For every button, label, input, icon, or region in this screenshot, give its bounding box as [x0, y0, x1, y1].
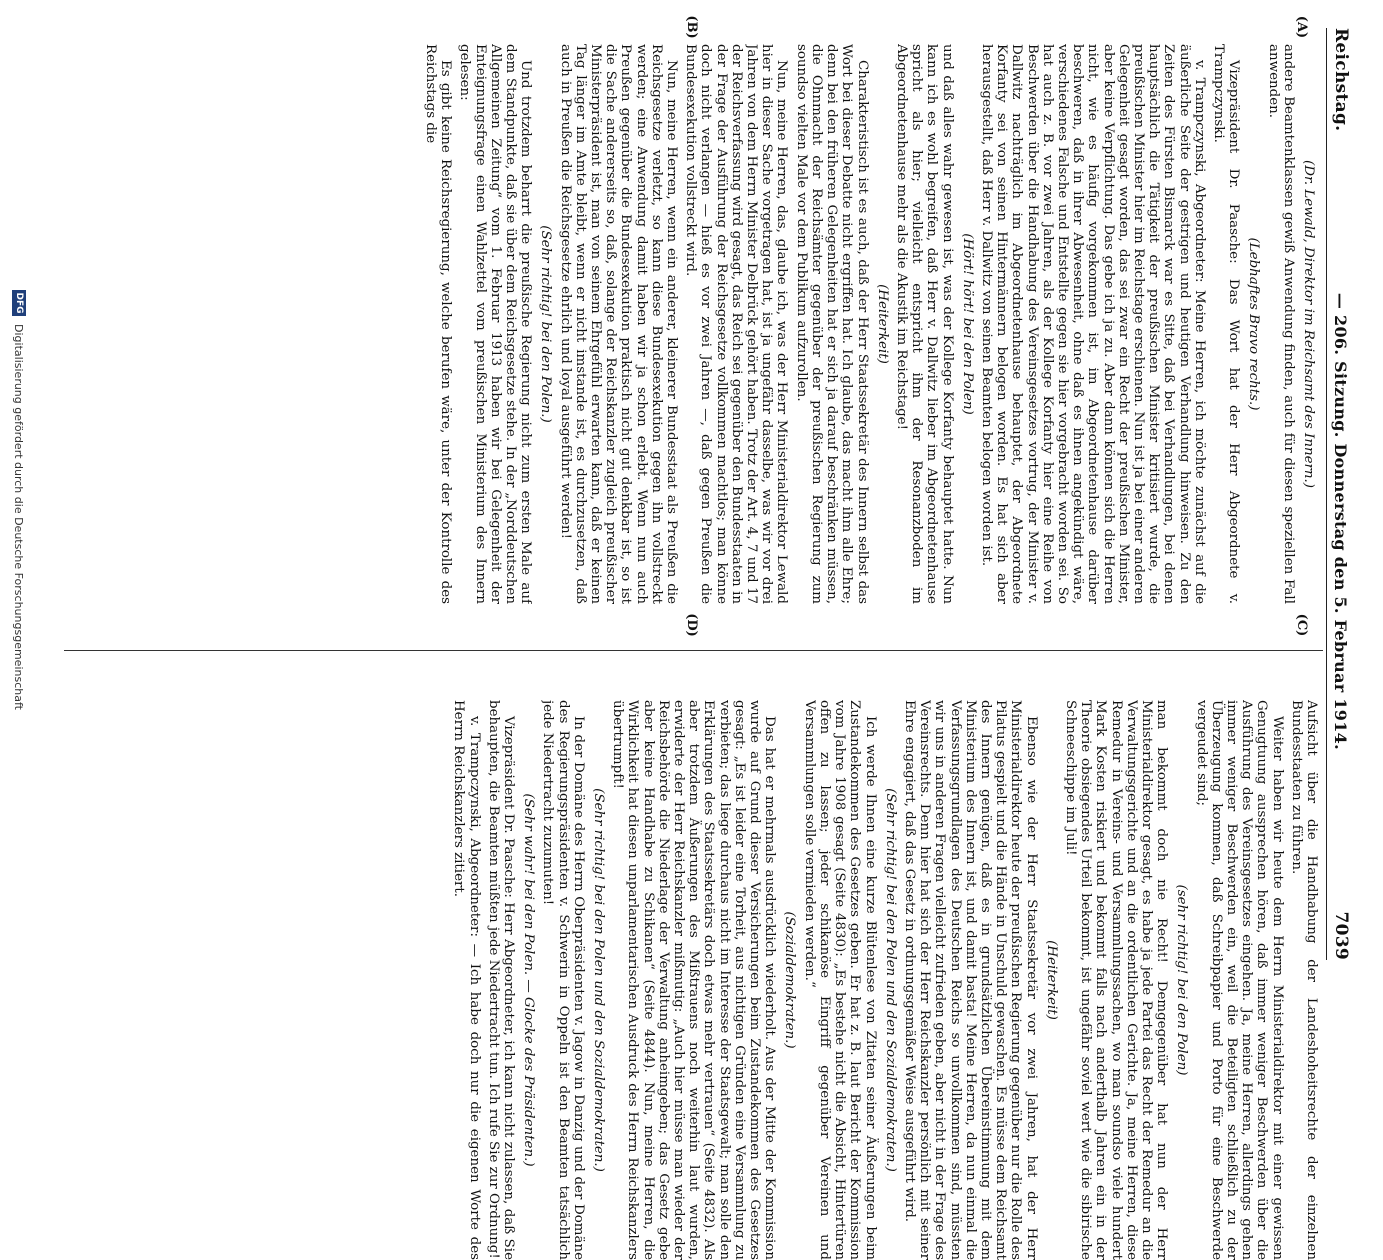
reaction-note: (Heiterkeit)	[1043, 940, 1059, 1020]
session-title: — 206. Sitzung. Donnerstag den 5. Februar 1914.	[1331, 292, 1350, 750]
reaction-note: (Sozialdemokraten.)	[782, 911, 798, 1049]
reaction-note: (Sehr richtig! bei den Polen und den Sozialdemokraten.)	[882, 788, 898, 1172]
paragraph: v. Trampczynski, Abgeordneter: — Ich habe doch nur die eigenen Worte des Herrn Reichskanzlers zitiert.	[451, 700, 482, 1260]
paragraph: Nun, meine Herren, wenn ein anderer, kleinerer Bundesstaat als Preußen die Reichsgesetze verletzt, so kann diese Bundesexekution gegen ihn vollstreckt werden; eine Anwendung damit haben wir ja schon erlebt. Wenn nun auch Preußen gegenüber die Bundesexekution praktisch nicht gut denkbar ist, so ist die Sache andererseits so, daß, solange der Reichskanzler zugleich preußischer Ministerpräsident ist, man von seinem Ehrgefühl erwarten kann, daß er keinen Tag länger im Amte bleibt, wenn er nicht imstande ist, es durchzusetzen, daß auch in Preußen die Reichsgesetze ehrlich und loyal ausgeführt werden!	[557, 44, 680, 604]
paragraph: Weiter haben wir heute dem Herrn Ministerialdirektor mit einer gewissen Genugtuung aussprechen hören, daß immer weniger Beschwerden über die Ausführung des Vereinsgesetzes eingehen. Ja, meine Herren, allerdings gehen immer weniger Beschwerden ein, weil die Beteiligten schließlich zu der Überzeugung kommen, daß Schreibpapier und Porto für eine Beschwerde vergeudet sind;	[1193, 700, 1285, 1260]
speaker-continuation-note: (Dr. Lewald, Direktor im Reichsamt des Innern.)	[1301, 159, 1316, 489]
paragraph: und daß alles wahr gewesen ist, was der Kollege Korfanty behauptet hatte. Nun kann ich es wohl begreifen, daß Herr v. Dallwitz lieber im Abgeordnetenhause spricht als hier; vielleicht entspricht ihm der Resonanzboden im Abgeordnetenhause mehr als die Akustik im Reichstage!	[893, 44, 955, 604]
paragraph: In der Domäne des Herrn Oberpräsidenten v. Jagow in Danzig und der Domäne des Regierungspräsidenten v. Schwerin in Oppeln ist den Beamten tatsächlich jede Niedertracht zuzumuten!	[540, 700, 586, 1260]
margin-marker-c: (C)	[1294, 613, 1309, 637]
digitization-footer	[8, 0, 30, 1000]
reaction-note: (Sehr wahr! bei den Polen. — Glocke des Präsidenten.)	[521, 793, 537, 1167]
reaction-note: (sehr richtig! bei den Polen)	[1174, 884, 1190, 1076]
column-divider	[64, 650, 1323, 651]
paragraph: Das hat er mehrmals ausdrücklich wiederholt. Aus der Mitte der Kommission wurde auf Grund dieser Versicherungen beim Zustandekommen des Gesetzes gesagt: „Es ist leider eine Torheit, aus nichtigen Gründen eine Versammlung zu verbieten; das liege durchaus nicht im Interesse der Staatsgewalt; man solle den Erklärungen des Staatssekretärs doch etwas mehr vertrauen“ (Seite 4832). Als aber trotzdem Äußerungen des Mißtrauens noch weiterhin laut wurden, erwiderte der Herr Reichskanzler mißmutig: „Auch hier müsse man wieder der Reichsbehörde die Niederlage der Verwaltung anheimgeben; das Gesetz gebe aber keine Handhabe zu Schikanen“ (Seite 4844). Nun, meine Herren, die Wirklichkeit hat diesen unparlamentarischen Ausdruck des Herrn Reichskanzlers übertrumpft!	[610, 700, 778, 1260]
paragraph: v. Trampczynski, Abgeordneter: Meine Herren, ich möchte zunächst auf die äußerliche Seite der gestrigen und heutigen Verhandlung hinweisen. Zu den Zeiten des Fürsten Bismarck war es Sitte, daß bei Verhandlungen, bei denen hauptsächlich die Tätigkeit der preußischen Minister kritisiert wurde, die preußischen Minister hier im Reichstage erschienen. Nun ist ja bei einer anderen Gelegenheit gesagt worden, das sei zwar ein Recht der preußischen Minister, aber keine Verpflichtung. Das gebe ich ja zu. Aber dann können sich die Herren nicht, wie es häufig vorgekommen ist, im Abgeordnetenhause darüber beschweren, daß in ihrer Abwesenheit, ohne daß es ihnen angekündigt wäre, verschiedenes Falsche und Entstellte gegen sie hier vorgebracht worden sei. So hat auch z. B. vor zwei Jahren, als der Kollege Korfanty hier eine Reihe von Beschwerden über die Handhabung des Vereinsgesetzes vortrug, der Minister v. Dallwitz nachträglich im Abgeordnetenhause behauptet, der Abgeordnete Korfanty sei von seinen Hintermännern belogen worden. Es hat sich aber herausgestellt, daß Herr v. Dallwitz von seinen Beamten belogen worden ist.	[978, 44, 1207, 604]
reaction-note: (Hört! hört! bei den Polen)	[959, 233, 975, 415]
reaction-note: (Heiterkeit)	[874, 284, 890, 364]
paragraph: man bekommt doch nie Recht! Demgegenüber hat nun der Herr Ministerialdirektor gesagt, es habe ja jede Partei das Recht der Remedur an die Verwaltungsgerichte und an die ordentlichen Gerichte. Ja, meine Herren, diese Remedur in Vereins- und Versammlungssachen, wo man soundso viele hundert Mark Kosten riskiert und bekommt falls nach anderthalb Jahren ein in der Theorie obsiegendes Urteil bekommt, ist ungefähr soviel wert wie die sibirische Schneeschippe im Juli!	[1062, 700, 1170, 1260]
right-text-column	[64, 700, 1319, 1260]
reaction-note: (Sehr richtig! bei den Polen und den Sozialdemokraten.)	[591, 788, 607, 1172]
paragraph: andere Beamtenklassen gewiß Anwendung finden, auch für diesen speziellen Fall anwenden.	[1265, 44, 1296, 604]
paragraph: Nun, meine Herren, das, glaube ich, was der Herr Ministerialdirektor Lewald hier in dieser Sache vorgetragen hat, ist ja ungefähr dasselbe, was wir vor drei Jahren von dem Herrn Minister Delbrück gehört haben. Trotz der Art. 4, 7 und 17 der Reichsverfassung wird gesagt, das Reich sei gegenüber den Bundesstaaten in der Frage der Ausführung der Reichsgesetze vollkommen machtlos; man könne doch nicht verlangen — hieß es vor zwei Jahren —, daß gegen Preußen die Bundesexekution vollstreckt wird.	[683, 44, 790, 604]
header-left-label: Reichstag.	[1331, 28, 1351, 132]
paragraph: Es gibt keine Reichsregierung, welche berufen wäre, unter der Kontrolle des Reichstags die	[423, 44, 454, 604]
paragraph: Und trotzdem beharrt die preußische Regierung nicht zum ersten Male auf dem Standpunkte, daß sie über dem Reichsgesetze stehe. In der „Norddeutschen Allgemeinen Zeitung“ vom 1. Februar 1913 haben wir bei Gelegenheit der Enteignungsfrage einen Wahlzettel vom preußischen Ministerium des Innern gelesen:	[457, 44, 534, 604]
paragraph: Vizepräsident Dr. Paasche: Das Wort hat der Herr Abgeordnete v. Trampczynski.	[1210, 44, 1242, 604]
paragraph: Ich werde Ihnen eine kurze Blütenlese von Zitaten seiner Äußerungen beim Zustandekommen des Gesetzes geben. Er hat z. B. laut Bericht der Kommission vom Jahre 1908 gesagt (Seite 4830): „Es bestehe nicht die Absicht, Hintertüren offen zu lassen; jeder schikanöse Eingriff gegenüber Vereinen und Versammlungen solle vermieden werden.“	[801, 700, 878, 1260]
margin-marker-b: (B)	[684, 15, 699, 39]
margin-marker-a: (A)	[1294, 15, 1309, 39]
reaction-note: (Sehr richtig! bei den Polen.)	[538, 225, 554, 423]
reaction-note: (Lebhaftes Bravo rechts.)	[1246, 237, 1262, 411]
margin-marker-d: (D)	[684, 613, 699, 637]
left-text-column	[64, 44, 1319, 604]
footer-text: Digitalisierung gefördert durch die Deutsche Forschungsgemeinschaft	[12, 324, 26, 710]
paragraph: Aufsicht über die Handhabung der Landeshoheitsrechte der einzelnen Bundesstaaten zu führen.	[1288, 700, 1319, 1260]
paragraph: Charakteristisch ist es auch, daß der Herr Staatssekretär des Innern selbst das Wort bei dieser Debatte nicht ergriffen hat. Ich glaube, das macht ihm alle Ehre; denn bei den früheren Gelegenheiten hat er sich ja darauf beschränken müssen, die Ohnmacht der Reichsämter gegenüber der preußischen Regierung zum soundso vielten Male vor dem Publikum aufzurollen.	[793, 44, 870, 604]
page-header	[1331, 28, 1365, 960]
paragraph: Vizepräsident Dr. Paasche: Herr Abgeordneter, ich kann nicht zulassen, daß Sie behaupten, die Beamten müßten jede Niedertracht tun. Ich rufe Sie zur Ordnung!	[485, 700, 517, 1260]
page-number: 7039	[1331, 911, 1351, 960]
header-rule	[1326, 28, 1327, 960]
paragraph: Ebenso wie der Herr Staatssekretär vor zwei Jahren, hat der Herr Ministerialdirektor heute der preußischen Regierung gegenüber nur die Rolle des Pilatus gespielt und die Hände in Unschuld gewaschen. Es müsse dem Reichsamt des Innern genügen, daß es in grundsätzlichen Übereinstimmung mit dem Ministerium des Innern ist, und damit basta! Meine Herren, da nun einmal die Verfassungsgrundlagen des Deutschen Reichs so unvollkommen sind, müssten wir uns in anderen Fragen vielleicht zufrieden geben, aber nicht in der Frage des Vereinsrechts. Denn hier hat sich der Herr Reichskanzler persönlich mit seiner Ehre engagiert, daß das Gesetz in ordnungsgemäßer Weise ausgeführt wird.	[901, 700, 1039, 1260]
dfg-logo: DFG	[12, 290, 26, 316]
